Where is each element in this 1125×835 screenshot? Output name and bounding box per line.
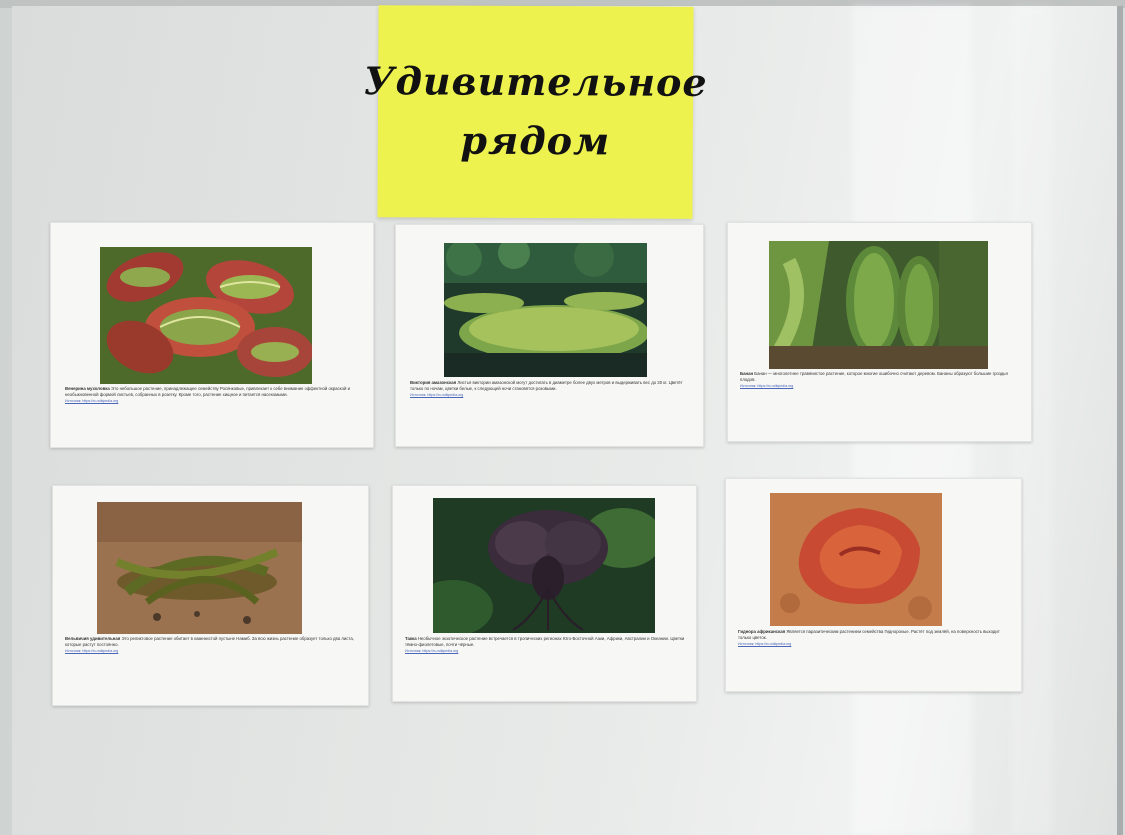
title-sheet [363, 5, 708, 219]
plant-description: Банан — многолетнее травянистое растение, которое многие ошибочно считают деревом. Бананы образуют большие гроздья плодов. [740, 371, 1008, 382]
photo-venus-flytrap [100, 247, 312, 384]
source-link[interactable]: Источник: https://ru.wikipedia.org [405, 649, 459, 653]
card-caption [65, 386, 360, 436]
card-tacca [392, 485, 697, 702]
card-caption [738, 629, 1013, 679]
card-caption [410, 380, 695, 435]
plant-description: Является паразитическим растением семейства Гиднорovые. Растёт под землёй, на поверхность выходит только цветок. [738, 629, 1000, 640]
plant-name: Такка [405, 636, 417, 641]
source-link[interactable]: Источник: https://ru.wikipedia.org [65, 399, 119, 403]
plant-name: Банан [740, 371, 754, 376]
source-link[interactable]: Источник: https://ru.wikipedia.org [738, 642, 792, 646]
photo-hydnora [770, 493, 942, 626]
photo-banana [769, 241, 988, 369]
photo-tacca [433, 498, 655, 633]
plant-name: Гиднора африканская [738, 629, 786, 634]
photo-welwitschia [97, 502, 302, 634]
source-link[interactable]: Источник: https://ru.wikipedia.org [410, 393, 464, 397]
card-caption [65, 636, 357, 696]
plant-name: Виктория амазонская [410, 380, 457, 385]
card-welwitschia [52, 485, 369, 706]
plant-description: Листья виктории амазонской могут достигать в диаметре более двух метров и выдерживать вес до 30 кг. Цветёт только по ночам, цветки белые, к следующей ночи становятся розовыми. [410, 380, 683, 391]
plant-description: Это реликтовое растение обитает в каменистой пустыне Намиб. За всю жизнь растение образует только два листа, которые растут постоянно. [65, 636, 354, 647]
card-caption [405, 636, 685, 686]
photo-victoria-amazonica [444, 243, 647, 377]
card-caption [740, 371, 1023, 433]
card-banana [727, 222, 1032, 442]
card-venus-flytrap [50, 222, 374, 448]
plant-name: Венерина мухоловка [65, 386, 110, 391]
plant-description: Это небольшое растение, принадлежащее семейству Росянковые, привлекает к себе внимание эффектной окраской и необыкновенной формой листьев, собранных в розетку. Кроме того, растение хищное и питается насекомыми. [65, 386, 350, 397]
title-line-2: рядом [460, 117, 611, 164]
plant-description: Необычное экзотическое растение встречается в тропических регионах Юго-Восточной Азии, Африки, Австралии и Океании. Цветки тёмно-фиолетовые, почти чёрные. [405, 636, 685, 647]
title-line-1: Удивительное [363, 58, 708, 106]
plant-name: Вельвичия удивительная [65, 636, 121, 641]
source-link[interactable]: Источник: https://ru.wikipedia.org [740, 384, 794, 388]
card-victoria-amazonica [395, 224, 704, 447]
card-hydnora [725, 478, 1022, 692]
source-link[interactable]: Источник: https://ru.wikipedia.org [65, 649, 119, 653]
